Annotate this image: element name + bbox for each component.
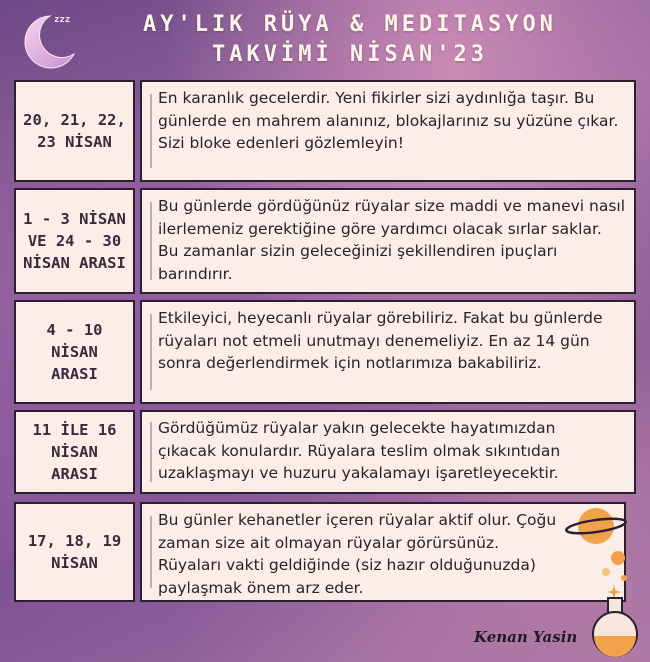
entry-date-text: 4 - 10 NİSAN ARASI xyxy=(46,321,103,383)
bubbles-icon xyxy=(598,548,634,588)
calendar-entry xyxy=(14,410,636,494)
potion-flask-icon xyxy=(588,596,644,658)
page-title-line2: TAKVİMİ NİSAN'23 xyxy=(212,42,488,67)
entry-description-text: Gördüğümüz rüyalar yakın gelecekte hayatımızdan çıkacak konulardır. Rüyalara teslim olmak sıkıntıdan uzaklaşmayı ve huzuru yakalamayı işaretleyecektir. xyxy=(158,419,561,482)
calendar-entry xyxy=(14,300,636,404)
entry-description xyxy=(140,410,636,494)
entry-description-text: Bu günlerde gördüğünüz rüyalar size maddi ve manevi nasıl ilerlemeniz gerektiğine göre yardımcı olacak sırlar saklar. Bu zamanlar sizin geleceğinizi şekillendiren ipuçları barındırır. xyxy=(158,197,626,283)
entry-date-text: 1 - 3 NİSAN VE 24 - 30 NİSAN ARASI xyxy=(23,210,126,272)
planet-icon xyxy=(562,500,632,550)
entry-description xyxy=(140,502,626,602)
signature: Kenan Yasin xyxy=(474,628,578,646)
calendar-entry xyxy=(14,80,636,182)
entry-date-label xyxy=(14,502,135,602)
sleep-glyph: zzz xyxy=(54,15,71,25)
entry-description xyxy=(140,80,636,182)
page-title-line1: AY'LIK RÜYA & MEDITASYON xyxy=(143,12,557,37)
sleep-zzz-icon xyxy=(52,12,76,42)
entry-date-label xyxy=(14,300,135,404)
entry-description xyxy=(140,188,636,294)
entry-description-text: Bu günler kehanetler içeren rüyalar aktif olur. Çoğu zaman size ait olmayan rüyalar görürsünüz. Rüyaları vakti geldiğinde (siz hazır olduğunuzda) paylaşmak önem arz eder. xyxy=(158,511,557,597)
entry-date-label xyxy=(14,80,135,182)
calendar-entry xyxy=(14,188,636,294)
entry-description-text: Etkileyici, heyecanlı rüyalar görebiliriz. Fakat bu günlerde rüyaları not etmeli unutmayı denemeliyiz. En az 14 gün sonra değerlendirmek için notlarımıza bakabiliriz. xyxy=(158,309,603,372)
entry-date-text: 20, 21, 22, 23 NİSAN xyxy=(23,111,126,151)
entry-date-text: 17, 18, 19 NİSAN xyxy=(27,532,122,572)
calendar-entry xyxy=(14,502,626,602)
entry-description xyxy=(140,300,636,404)
entry-date-label xyxy=(14,188,135,294)
entry-date-text: 11 İLE 16 NİSAN ARASI xyxy=(32,421,117,483)
entry-description-text: En karanlık gecelerdir. Yeni fikirler sizi aydınlığa taşır. Bu günlerde en mahrem alanınız, blokajlarınız su yüzüne çıkar. Sizi bloke edenleri gözlemleyin! xyxy=(158,89,619,152)
entry-date-label xyxy=(14,410,135,494)
